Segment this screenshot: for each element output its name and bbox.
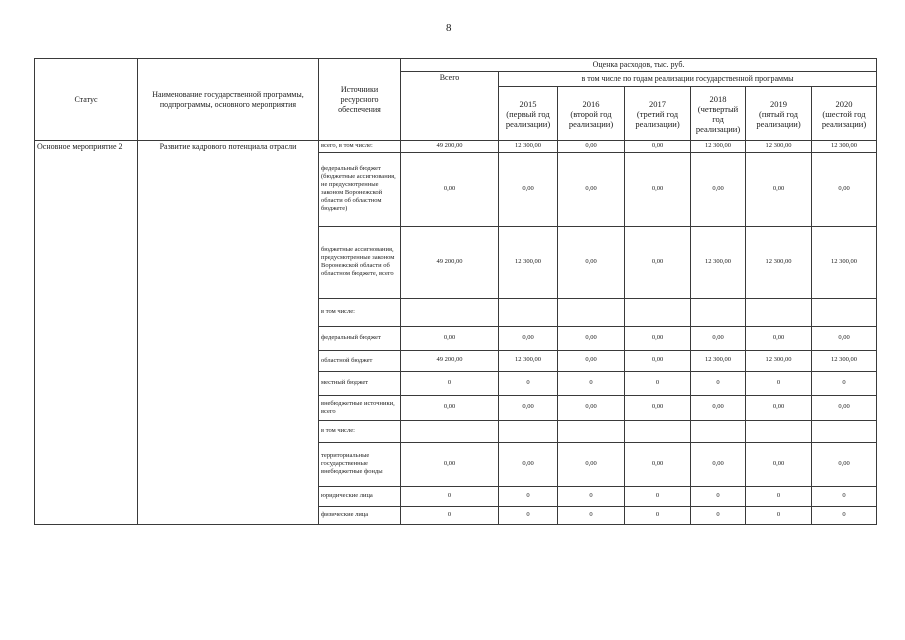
- page-number: 8: [446, 22, 452, 34]
- value-cell-2020: 0: [812, 486, 877, 506]
- year-note: (шестой год реализации): [821, 108, 867, 129]
- total-cell: 0: [401, 486, 499, 506]
- year-note: (третий год реализации): [635, 108, 680, 129]
- value-cell-2015: 0,00: [499, 442, 558, 486]
- source-cell: местный бюджет: [319, 371, 401, 395]
- value-cell-2017: [625, 420, 691, 442]
- value-cell-2017: 0,00: [625, 226, 691, 298]
- value-cell-2015: 12 300,00: [499, 226, 558, 298]
- budget-table: [34, 58, 877, 525]
- value-cell-2015: 12 300,00: [499, 141, 558, 153]
- source-cell: бюджетные ассигнования, предусмотренные законом Воронежской области об областном бюджете, всего: [319, 226, 401, 298]
- year-label: 2015: [519, 98, 537, 109]
- value-cell-2016: 0: [558, 486, 625, 506]
- year-label: 2017: [649, 98, 666, 109]
- value-cell-2015: [499, 420, 558, 442]
- value-cell-2017: 0,00: [625, 442, 691, 486]
- value-cell-2020: [812, 420, 877, 442]
- total-cell: 0,00: [401, 326, 499, 350]
- value-cell-2015: 0,00: [499, 326, 558, 350]
- total-cell: 49 200,00: [401, 226, 499, 298]
- value-cell-2020: [812, 298, 877, 326]
- value-cell-2018: 0: [691, 506, 746, 524]
- value-cell-2017: 0,00: [625, 141, 691, 153]
- value-cell-2018: 0,00: [691, 326, 746, 350]
- total-cell: 49 200,00: [401, 350, 499, 371]
- source-cell: юридические лица: [319, 486, 401, 506]
- year-label: 2018: [709, 93, 727, 104]
- value-cell-2016: 0: [558, 506, 625, 524]
- year-note: (пятый год реализации): [756, 108, 801, 129]
- total-cell: 0: [401, 371, 499, 395]
- value-cell-2020: 12 300,00: [812, 141, 877, 153]
- total-cell: [401, 420, 499, 442]
- header-year-2015: [499, 87, 558, 141]
- total-cell: 0: [401, 506, 499, 524]
- value-cell-2017: 0,00: [625, 152, 691, 226]
- header-year-2020: [812, 87, 877, 141]
- value-cell-2016: [558, 420, 625, 442]
- value-cell-2018: [691, 298, 746, 326]
- total-cell: 0,00: [401, 442, 499, 486]
- value-cell-2016: 0,00: [558, 350, 625, 371]
- value-cell-2018: 0: [691, 371, 746, 395]
- value-cell-2019: 12 300,00: [746, 350, 812, 371]
- value-cell-2016: 0,00: [558, 152, 625, 226]
- value-cell-2016: 0,00: [558, 395, 625, 420]
- value-cell-2015: 0: [499, 371, 558, 395]
- value-cell-2015: 0,00: [499, 152, 558, 226]
- year-note: (второй год реализации): [568, 108, 614, 129]
- value-cell-2015: [499, 298, 558, 326]
- value-cell-2016: 0,00: [558, 226, 625, 298]
- value-cell-2020: 0: [812, 506, 877, 524]
- value-cell-2018: [691, 420, 746, 442]
- total-cell: [401, 298, 499, 326]
- value-cell-2016: 0,00: [558, 326, 625, 350]
- header-status: Статус: [35, 59, 138, 141]
- year-note: (четвертый год реализации): [695, 103, 741, 134]
- header-sources: Источники ресурсного обеспечения: [319, 59, 401, 141]
- total-cell: 49 200,00: [401, 141, 499, 153]
- value-cell-2018: 0,00: [691, 442, 746, 486]
- header-estimate: Оценка расходов, тыс. руб.: [401, 59, 877, 72]
- value-cell-2016: 0: [558, 371, 625, 395]
- value-cell-2015: 0: [499, 486, 558, 506]
- value-cell-2019: [746, 298, 812, 326]
- value-cell-2019: 0,00: [746, 152, 812, 226]
- total-cell: 0,00: [401, 152, 499, 226]
- value-cell-2018: 12 300,00: [691, 350, 746, 371]
- header-year-2017: [625, 87, 691, 141]
- value-cell-2018: 0,00: [691, 152, 746, 226]
- value-cell-2018: 12 300,00: [691, 141, 746, 153]
- value-cell-2017: 0: [625, 486, 691, 506]
- value-cell-2018: 0,00: [691, 395, 746, 420]
- value-cell-2020: 12 300,00: [812, 350, 877, 371]
- value-cell-2017: 0,00: [625, 395, 691, 420]
- source-cell: физические лица: [319, 506, 401, 524]
- value-cell-2016: 0,00: [558, 141, 625, 153]
- header-year-2016: [558, 87, 625, 141]
- total-cell: 0,00: [401, 395, 499, 420]
- source-cell: внебюджетные источники, всего: [319, 395, 401, 420]
- year-note: (первый год реализации): [505, 108, 551, 129]
- value-cell-2017: 0: [625, 506, 691, 524]
- source-cell: федеральный бюджет: [319, 326, 401, 350]
- program-name-cell: Развитие кадрового потенциала отрасли: [138, 141, 319, 525]
- source-cell: в том числе:: [319, 420, 401, 442]
- year-label: 2019: [770, 98, 787, 109]
- source-cell: федеральный бюджет (бюджетные ассигнования, не предусмотренные законом Воронежской области об областном бюджете): [319, 152, 401, 226]
- value-cell-2018: 12 300,00: [691, 226, 746, 298]
- value-cell-2017: 0: [625, 371, 691, 395]
- value-cell-2019: 12 300,00: [746, 226, 812, 298]
- table-row: [35, 141, 877, 153]
- header-year-2019: [746, 87, 812, 141]
- value-cell-2020: 12 300,00: [812, 226, 877, 298]
- value-cell-2017: 0,00: [625, 326, 691, 350]
- value-cell-2015: 0,00: [499, 395, 558, 420]
- value-cell-2020: 0,00: [812, 152, 877, 226]
- year-label: 2016: [582, 98, 600, 109]
- status-cell: Основное мероприятие 2: [35, 141, 138, 525]
- value-cell-2017: 0,00: [625, 350, 691, 371]
- header-by-years: в том числе по годам реализации государственной программы: [499, 72, 877, 87]
- source-cell: всего, в том числе:: [319, 141, 401, 153]
- value-cell-2017: [625, 298, 691, 326]
- value-cell-2019: [746, 420, 812, 442]
- value-cell-2019: 12 300,00: [746, 141, 812, 153]
- value-cell-2020: 0,00: [812, 326, 877, 350]
- value-cell-2020: 0: [812, 371, 877, 395]
- value-cell-2020: 0,00: [812, 395, 877, 420]
- value-cell-2020: 0,00: [812, 442, 877, 486]
- value-cell-2019: 0: [746, 486, 812, 506]
- header-year-2018: [691, 87, 746, 141]
- source-cell: областной бюджет: [319, 350, 401, 371]
- value-cell-2019: 0,00: [746, 326, 812, 350]
- value-cell-2015: 12 300,00: [499, 350, 558, 371]
- value-cell-2018: 0: [691, 486, 746, 506]
- header-name: Наименование государственной программы, подпрограммы, основного мероприятия: [138, 59, 319, 141]
- value-cell-2019: 0,00: [746, 442, 812, 486]
- value-cell-2015: 0: [499, 506, 558, 524]
- year-label: 2020: [835, 98, 853, 109]
- header-total: Всего: [401, 72, 499, 141]
- value-cell-2016: [558, 298, 625, 326]
- value-cell-2016: 0,00: [558, 442, 625, 486]
- value-cell-2019: 0,00: [746, 395, 812, 420]
- source-cell: в том числе:: [319, 298, 401, 326]
- value-cell-2019: 0: [746, 371, 812, 395]
- source-cell: территориальные государственные внебюджетные фонды: [319, 442, 401, 486]
- value-cell-2019: 0: [746, 506, 812, 524]
